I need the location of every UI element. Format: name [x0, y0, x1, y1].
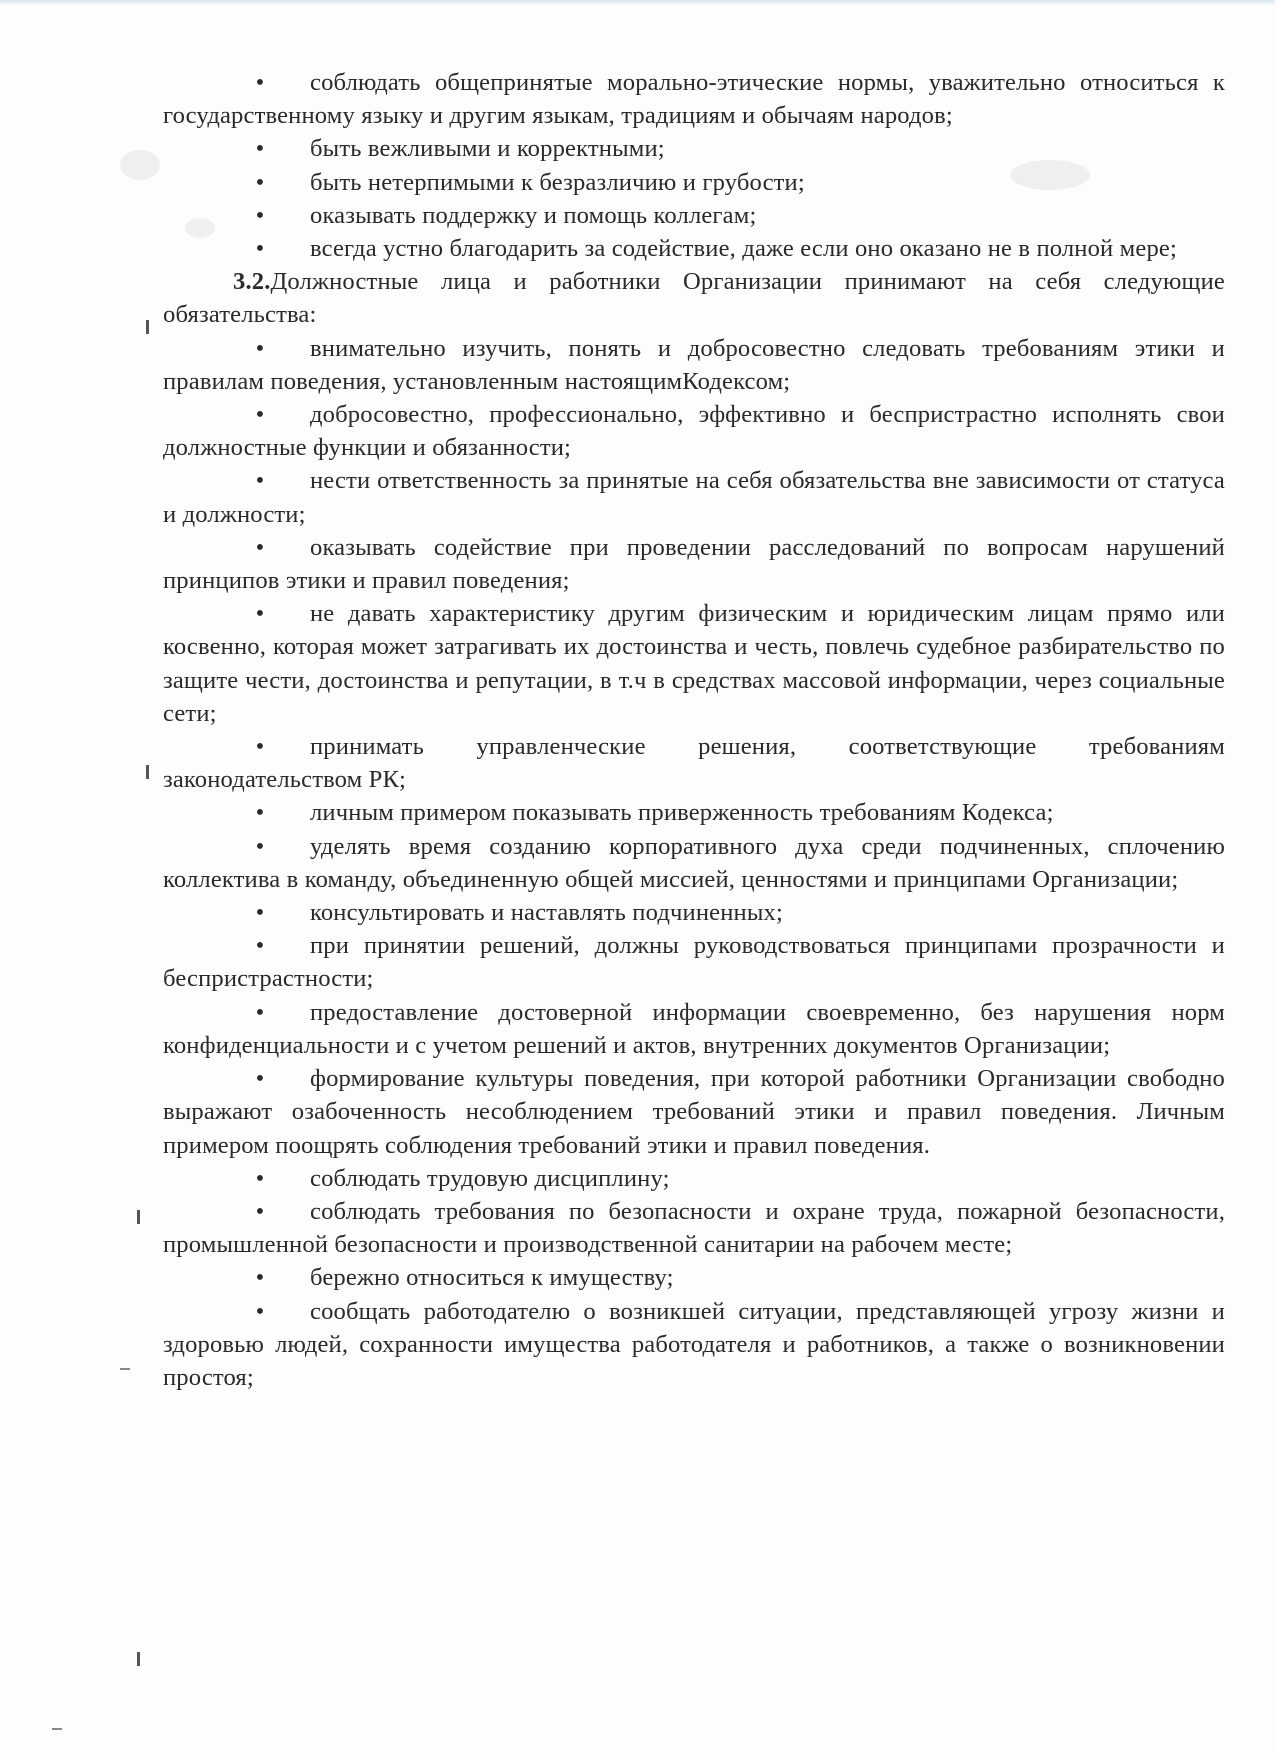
margin-dash	[52, 1728, 62, 1730]
bullet-item	[163, 199, 1225, 232]
bullet-icon: •	[255, 899, 265, 927]
bullet-item	[163, 398, 1225, 464]
bullet-icon: •	[255, 832, 265, 860]
bullet-icon: •	[255, 401, 265, 429]
bullet-item	[163, 66, 1225, 132]
bullet-item	[163, 132, 1225, 165]
bullet-text: при принятии решений, должны руководствоваться принципами прозрачности и беспристрастности;	[163, 932, 1225, 993]
margin-mark	[137, 1210, 140, 1224]
scan-smudge	[120, 150, 160, 180]
bullet-icon: •	[255, 932, 265, 960]
bullet-item	[163, 597, 1225, 730]
bullet-icon: •	[255, 1197, 265, 1225]
bullet-icon: •	[255, 733, 265, 761]
bullet-icon: •	[255, 467, 265, 495]
bullet-icon: •	[255, 600, 265, 628]
bullet-icon: •	[255, 1164, 265, 1192]
margin-mark	[146, 320, 149, 334]
bullet-icon: •	[255, 69, 265, 96]
page-top-edge	[0, 0, 1275, 6]
document-body	[163, 66, 1225, 1394]
bullet-text: бережно относиться к имуществу;	[310, 1264, 674, 1292]
numbered-paragraph	[163, 265, 1225, 331]
bullet-text: соблюдать общепринятые морально-этические нормы, уважительно относиться к государственному языку и другим языкам, традициям и обычаям народов;	[163, 69, 1225, 130]
bullet-text: внимательно изучить, понять и добросовестно следовать требованиям этики и правилам поведения, установленным настоящимКодексом;	[163, 334, 1225, 395]
bullet-item	[163, 531, 1225, 597]
bullet-item	[163, 1261, 1225, 1294]
bullet-item	[163, 1295, 1225, 1395]
margin-dash	[120, 1368, 130, 1370]
bullet-text: соблюдать трудовую дисциплину;	[310, 1164, 670, 1192]
bullet-text: быть вежливыми и корректными;	[310, 135, 665, 163]
bullet-text: нести ответственность за принятые на себя обязательства вне зависимости от статуса и должности;	[163, 467, 1225, 528]
bullet-text: быть нетерпимыми к безразличию и грубости;	[310, 168, 805, 196]
bullet-item	[163, 1062, 1225, 1162]
bullet-text: предоставление достоверной информации своевременно, без нарушения норм конфиденциальности и с учетом решений и актов, внутренних документов Организации;	[163, 998, 1225, 1059]
bullet-icon: •	[255, 201, 265, 229]
bullet-text: уделять время созданию корпоративного духа среди подчиненных, сплочению коллектива в команду, объединенную общей миссией, ценностями и принципами Организации;	[163, 832, 1225, 893]
bullet-icon: •	[255, 1065, 265, 1093]
paragraph-text: Должностные лица и работники Организации принимают на себя следующие обязательства:	[163, 268, 1225, 329]
bullet-text: оказывать поддержку и помощь коллегам;	[310, 201, 757, 229]
bullet-item	[163, 464, 1225, 530]
bullet-icon: •	[255, 1297, 265, 1325]
bullet-icon: •	[255, 168, 265, 196]
bullet-icon: •	[255, 235, 265, 263]
bullet-icon: •	[255, 135, 265, 163]
bullet-item	[163, 730, 1225, 796]
bullet-item	[163, 332, 1225, 398]
bullet-text: консультировать и наставлять подчиненных;	[310, 899, 783, 927]
bullet-item	[163, 929, 1225, 995]
bullet-text: всегда устно благодарить за содействие, даже если оно оказано не в полной мере;	[310, 235, 1177, 263]
bullet-text: соблюдать требования по безопасности и охране труда, пожарной безопасности, промышленной безопасности и производственной санитарии на рабочем месте;	[163, 1197, 1225, 1259]
bullet-icon: •	[255, 799, 265, 827]
bullet-text: добросовестно, профессионально, эффективно и беспристрастно исполнять свои должностные функции и обязанности;	[163, 401, 1225, 462]
bullet-item	[163, 166, 1225, 199]
bullet-item	[163, 232, 1225, 265]
bullet-item	[163, 996, 1225, 1062]
bullet-item	[163, 796, 1225, 829]
bullet-icon: •	[255, 1264, 265, 1292]
bullet-item	[163, 1162, 1225, 1195]
bullet-text: не давать характеристику другим физическим и юридическим лицам прямо или косвенно, которая может затрагивать их достоинства и честь, повлечь судебное разбирательство по защите чести, достоинства и репутации, в т.ч в средствах массовой информации, через социальные сети;	[163, 600, 1225, 727]
bullet-icon: •	[255, 334, 265, 362]
bullet-icon: •	[255, 998, 265, 1026]
bullet-item	[163, 1195, 1225, 1261]
bullet-icon: •	[255, 533, 265, 561]
margin-mark	[146, 765, 149, 779]
bullet-text: принимать управленческие решения, соответствующие требованиям законодательством РК;	[163, 733, 1225, 794]
bullet-text: сообщать работодателю о возникшей ситуации, представляющей угрозу жизни и здоровью людей, сохранности имущества работодателя и работников, а также о возникновении простоя;	[163, 1297, 1225, 1391]
bullet-text: формирование культуры поведения, при которой работники Организации свободно выражают озабоченность несоблюдением требований этики и правил поведения. Личным примером поощрять соблюдения требований этики и правил поведения.	[163, 1065, 1225, 1159]
bullet-text: личным примером показывать приверженность требованиям Кодекса;	[310, 799, 1054, 827]
bullet-text: оказывать содействие при проведении расследований по вопросам нарушений принципов этики и правил поведения;	[163, 533, 1225, 595]
paragraph-number: 3.2.	[233, 268, 271, 296]
bullet-item	[163, 830, 1225, 896]
margin-mark	[137, 1652, 140, 1666]
bullet-item	[163, 896, 1225, 929]
